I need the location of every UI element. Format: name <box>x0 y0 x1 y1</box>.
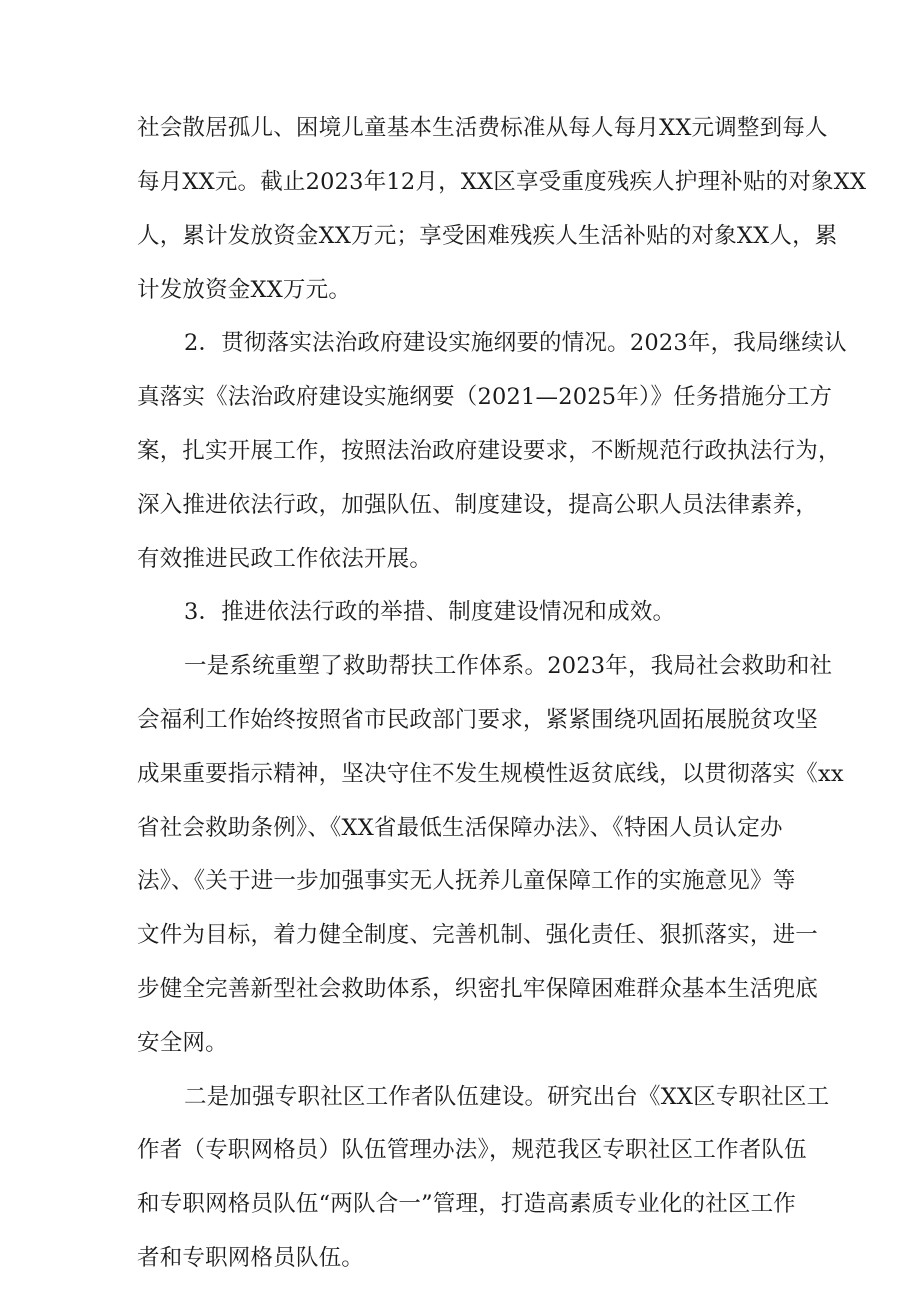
text-line: 每月XX元。截止2023年12月，XX区享受重度残疾人护理补贴的对象XX <box>137 169 867 195</box>
text-line: 安全网。 <box>137 1030 228 1056</box>
text-line: 和专职网格员队伍“两队合一”管理，打造高素质专业化的社区工作 <box>137 1191 797 1217</box>
text-line: 一是系统重塑了救助帮扶工作体系。2023年，我局社会救助和社 <box>184 653 833 679</box>
text-line: 省社会救助条例》、《XX省最低生活保障办法》、《特困人员认定办 <box>137 815 783 841</box>
text-line: 法》、《关于进一步加强事实无人抚养儿童保障工作的实施意见》等 <box>137 868 796 894</box>
text-line: 文件为目标，着力健全制度、完善机制、强化责任、狠抓落实，进一 <box>137 922 819 948</box>
text-line: 者和专职网格员队伍。 <box>137 1245 365 1271</box>
text-line: 人，累计发放资金XX万元；享受困难残疾人生活补贴的对象XX人，累 <box>137 223 838 249</box>
text-line: 作者（专职网格员）队伍管理办法》，规范我区专职社区工作者队伍 <box>137 1137 807 1163</box>
text-line: 真落实《法治政府建设实施纲要（2021—2025年）》任务措施分工方 <box>137 384 833 410</box>
text-line: 二是加强专职社区工作者队伍建设。研究出台《XX区专职社区工 <box>184 1084 830 1110</box>
text-line: 社会散居孤儿、困境儿童基本生活费标准从每人每月XX元调整到每人 <box>137 115 828 141</box>
text-line: 3．推进依法行政的举措、制度建设情况和成效。 <box>184 599 676 625</box>
text-line: 2．贯彻落实法治政府建设实施纲要的情况。2023年，我局继续认 <box>184 330 847 356</box>
text-line: 有效推进民政工作依法开展。 <box>137 546 433 572</box>
text-line: 会福利工作始终按照省市民政部门要求，紧紧围绕巩固拓展脱贫攻坚 <box>137 707 819 733</box>
text-line: 计发放资金XX万元。 <box>137 277 352 303</box>
text-line: 步健全完善新型社会救助体系，织密扎牢保障困难群众基本生活兜底 <box>137 976 819 1002</box>
text-line: 成果重要指示精神，坚决守住不发生规模性返贫底线，以贯彻落实《xx <box>137 761 844 787</box>
text-line: 案，扎实开展工作，按照法治政府建设要求，不断规范行政执法行为， <box>137 438 841 464</box>
text-line: 深入推进依法行政，加强队伍、制度建设，提高公职人员法律素养， <box>137 492 819 518</box>
